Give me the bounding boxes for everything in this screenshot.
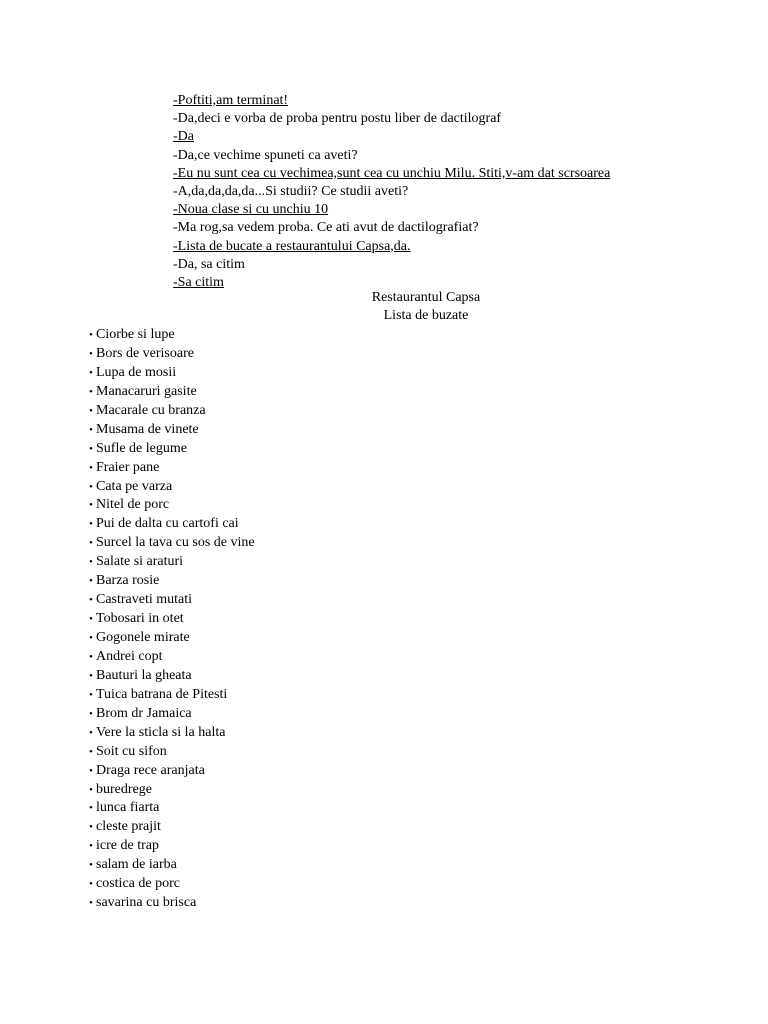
menu-item-label: Brom dr Jamaica <box>96 705 192 721</box>
menu-item <box>89 534 255 553</box>
menu-item-label: Ciorbe si lupe <box>96 327 175 342</box>
bullet-icon: • <box>89 613 93 626</box>
bullet-icon: • <box>89 707 93 720</box>
menu-item-label: Andrei copt <box>96 648 163 664</box>
dialogue-line: -Sa citim <box>173 274 224 290</box>
bullet-icon: • <box>89 404 93 417</box>
menu-item <box>89 496 255 515</box>
bullet-icon: • <box>89 442 93 455</box>
menu-item <box>89 326 255 345</box>
menu-item <box>89 591 255 610</box>
menu-item <box>89 875 255 894</box>
bullet-icon: • <box>89 366 93 379</box>
menu-item <box>89 364 255 383</box>
menu-item <box>89 705 255 724</box>
menu-item <box>89 781 255 800</box>
list-title-heading: Lista de buzate <box>383 308 469 323</box>
dialogue-line: -Poftiti,am terminat! <box>173 93 289 108</box>
menu-item <box>89 743 255 762</box>
bullet-icon: • <box>89 537 93 550</box>
menu-item-label: Tobosari in otet <box>96 611 184 627</box>
menu-item-label: Gogonele mirate <box>96 630 190 645</box>
menu-item-label: Musama de vinete <box>96 421 199 437</box>
bullet-icon: • <box>89 347 93 360</box>
menu-item-label: Bauturi la gheata <box>96 667 192 683</box>
menu-item-label: Manacaruri gasite <box>96 383 197 399</box>
bullet-icon: • <box>89 329 93 341</box>
bullet-icon: • <box>89 669 93 682</box>
menu-item-label: Macarale cu branza <box>96 402 206 418</box>
bullet-icon: • <box>89 632 93 644</box>
bullet-icon: • <box>89 575 93 588</box>
menu-list <box>89 326 255 913</box>
dialogue-line: -Da, sa citim <box>173 256 245 272</box>
menu-item <box>89 667 255 686</box>
dialogue-line: -Da,ce vechime spuneti ca aveti? <box>173 147 358 163</box>
menu-item <box>89 572 255 591</box>
menu-item <box>89 648 255 667</box>
bullet-icon: • <box>89 821 93 834</box>
menu-item-label: Draga rece aranjata <box>96 762 205 778</box>
menu-item <box>89 553 255 572</box>
dialogue-block <box>173 92 610 292</box>
menu-item <box>89 383 255 402</box>
bullet-icon: • <box>89 480 93 493</box>
menu-item <box>89 894 255 913</box>
bullet-icon: • <box>89 859 93 872</box>
menu-item-label: Castraveti mutati <box>96 592 193 608</box>
menu-item <box>89 402 255 421</box>
bullet-icon: • <box>89 802 93 815</box>
restaurant-heading: Restaurantul Capsa <box>371 290 481 305</box>
bullet-icon: • <box>89 518 93 531</box>
bullet-icon: • <box>89 764 93 777</box>
menu-item-label: Vere la sticla si la halta <box>96 724 226 740</box>
bullet-icon: • <box>89 783 93 796</box>
menu-item-label: Barza rosie <box>96 573 160 589</box>
menu-item <box>89 345 255 364</box>
menu-item-label: Bors de verisoare <box>96 345 194 361</box>
menu-item <box>89 818 255 837</box>
dialogue-line: -A,da,da,da,da...Si studii? Ce studii aveti? <box>173 183 409 199</box>
menu-item <box>89 459 255 478</box>
menu-item-label: Fraier pane <box>96 459 160 475</box>
menu-item-label: Sufle de legume <box>96 440 187 456</box>
bullet-icon: • <box>89 594 93 607</box>
bullet-icon: • <box>89 461 93 474</box>
menu-item <box>89 478 255 497</box>
bullet-icon: • <box>89 745 93 758</box>
menu-item <box>89 610 255 629</box>
menu-item <box>89 799 255 818</box>
menu-item <box>89 421 255 440</box>
bullet-icon: • <box>89 556 93 569</box>
menu-item <box>89 686 255 705</box>
menu-item <box>89 724 255 743</box>
menu-item-label: buredrege <box>96 781 152 797</box>
menu-item-label: Soit cu sifon <box>96 743 167 759</box>
dialogue-line: -Da,deci e vorba de proba pentru postu liber de dactilograf <box>173 111 502 127</box>
dialogue-line: -Noua clase si cu unchiu 10 <box>173 202 329 218</box>
menu-item <box>89 515 255 534</box>
dialogue-line: -Da <box>173 129 194 145</box>
menu-item-label: cleste prajit <box>96 819 161 835</box>
menu-item-label: savarina cu brisca <box>96 895 197 911</box>
bullet-icon: • <box>89 878 93 891</box>
bullet-icon: • <box>89 726 93 739</box>
bullet-icon: • <box>89 840 93 853</box>
bullet-icon: • <box>89 385 93 398</box>
menu-item-label: lunca fiarta <box>96 800 160 816</box>
menu-item <box>89 837 255 856</box>
menu-item-label: Pui de dalta cu cartofi cai <box>96 516 239 532</box>
menu-item <box>89 762 255 781</box>
bullet-icon: • <box>89 499 93 512</box>
menu-item <box>89 440 255 459</box>
menu-item-label: Lupa de mosii <box>96 364 177 380</box>
menu-item-label: icre de trap <box>96 838 159 854</box>
dialogue-line: -Lista de bucate a restaurantului Capsa,da. <box>173 238 411 254</box>
menu-item <box>89 856 255 875</box>
menu-item <box>89 629 255 648</box>
menu-item-label: Tuica batrana de Pitesti <box>96 686 228 702</box>
bullet-icon: • <box>89 897 93 910</box>
bullet-icon: • <box>89 423 93 436</box>
bullet-icon: • <box>89 650 93 663</box>
menu-item-label: Surcel la tava cu sos de vine <box>96 535 255 551</box>
menu-item-label: salam de iarba <box>96 857 177 873</box>
menu-item-label: Salate si araturi <box>96 554 184 570</box>
menu-item-label: costica de porc <box>96 876 180 892</box>
bullet-icon: • <box>89 688 93 701</box>
menu-item-label: Nitel de porc <box>96 497 170 513</box>
dialogue-line: -Ma rog,sa vedem proba. Ce ati avut de dactilografiat? <box>173 220 479 236</box>
menu-item-label: Cata pe varza <box>96 478 173 494</box>
dialogue-line: -Eu nu sunt cea cu vechimea,sunt cea cu unchiu Milu. Stiti,v-am dat scrsoarea <box>173 165 611 181</box>
